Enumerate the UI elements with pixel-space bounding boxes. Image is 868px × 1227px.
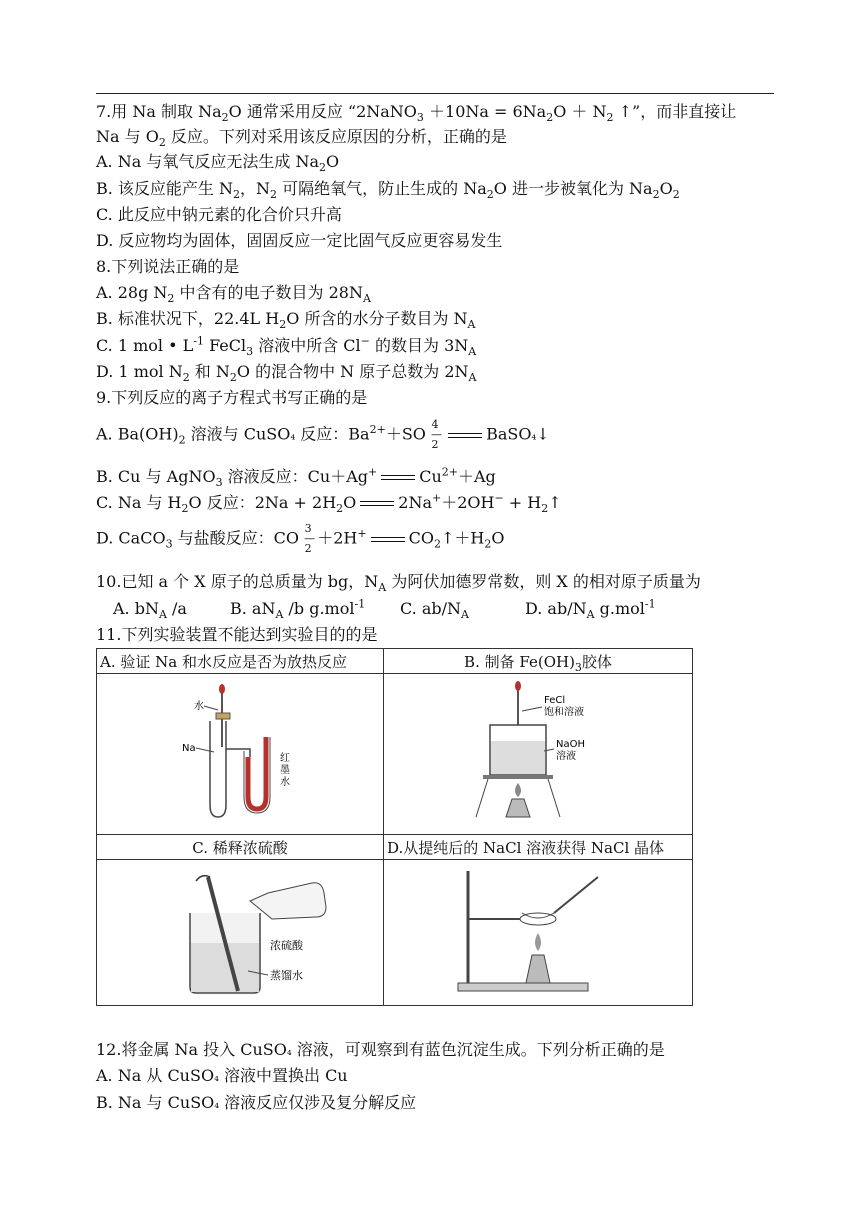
figure-d-evaporate-nacl [384,860,693,1006]
svg-text:水: 水 [280,777,290,788]
svg-text:饱和溶液: 饱和溶液 [544,707,584,718]
figure-b-fe-oh-3 [384,674,693,835]
q9-option-d: D. CaCO$_3$ 与盐酸反应：CO 3 — 2 ＋2H+ $CO_2↑+H_2O$ [96,522,505,555]
q10-option-a: A. $bN_A$ /a [113,599,187,622]
equals-sign [360,501,394,506]
q10-option-d: D. $ab/N_A$ g.mol$^{-1}$ [525,597,656,622]
dilution-figure [130,863,350,998]
q8-option-d: D. 1 mol $N_2$ 和 $N_2O$ 的混合物中 N 原子总数为 $2N_A$ [96,362,477,385]
q12-option-b: B. Na 与 CuSO₄ 溶液反应仅涉及复分解反应 [96,1093,417,1112]
figure-c-dilute-acid [97,860,384,1006]
q8-option-b: B. 标准状况下，22.4L $H_2O$ 所含的水分子数目为 $N_A$ [96,309,476,332]
q9-option-b: B. Cu 与 AgNO$_3$ 溶液反应：Cu＋Ag+ $Cu^{2+}+Ag$ [96,465,496,490]
equals-sign [381,475,415,480]
q7-stem-line2: Na 与 $O_2$ 反应。下列对采用该反应原因的分析，正确的是 [96,127,507,150]
q7-option-c: C. 此反应中钠元素的化合价只升高 [96,205,342,224]
q7-option-a: A. Na 与氧气反应无法生成 $Na_2O$ [96,152,340,175]
q12-option-a: A. Na 从 CuSO₄ 溶液中置换出 Cu [96,1066,348,1085]
cell-a-title: A. 验证 Na 和水反应是否为放热反应 [97,649,384,674]
q12-stem: 12.将金属 Na 投入 CuSO₄ 溶液，可观察到有蓝色沉淀生成。下列分析正确的是 [96,1040,665,1059]
q9-option-c: C. Na 与 $H_2O$ 反应：$2Na + 2H_2O$ $2Na^++2OH^- + H_2↑$ [96,491,562,516]
q11-stem: 11.下列实验装置不能达到实验目的的是 [96,625,378,644]
svg-text:红: 红 [280,753,290,764]
q9-option-a: A. $Ba(OH)_2$ 溶液与 CuSO₄ 反应：$Ba^{2+}+SO$ 4 — 2 BaSO₄↓ [96,418,550,451]
svg-text:墨: 墨 [280,765,290,776]
q7-option-d: D. 反应物均为固体，固固反应一定比固气反应更容易发生 [96,231,503,250]
q9-stem: 9.下列反应的离子方程式书写正确的是 [96,388,368,407]
q7-stem-line1: 7.用 Na 制取 $Na_2O$ 通常采用反应 “2NaNO$_3$ $+10Na = 6Na_2O + N_2$ ↑”，而非直接让 [96,102,737,125]
cell-c-title: C. 稀释浓硫酸 [97,835,384,860]
equals-sign [371,537,405,542]
q10-option-c: C. $ab/N_A$ [400,599,469,622]
q10-stem: 10.已知 a 个 X 原子的总质量为 bg，$N_A$ 为阿伏加德罗常数，则 X 的相对原子质量为 [96,572,701,595]
svg-text:蒸馏水: 蒸馏水 [270,969,303,982]
experiment-table [96,648,693,1006]
q8-option-c: C. 1 mol • $L^{-1}$ FeCl$_3$ 溶液中所含 Cl− 的数目为 $3N_A$ [96,334,477,359]
carbonate-charge-vertical: 3 — 2 [304,522,316,555]
header-rule [96,93,774,94]
equals-sign [448,433,482,438]
svg-text:浓硫酸: 浓硫酸 [270,939,303,952]
q7-option-b: B. 该反应能产生 $N_2$，$N_2$ 可隔绝氧气，防止生成的 $Na_2O$ 进一步被氧化为 $Na_2O_2$ [96,179,680,202]
figure-a-na-water [97,674,384,835]
svg-text:溶液: 溶液 [556,751,576,762]
q10-option-b: B. $aN_A$ /b g.mol$^{-1}$ [230,597,366,622]
test-tube-apparatus-figure [140,677,340,827]
q8-stem: 8.下列说法正确的是 [96,257,240,276]
svg-text:水: 水 [194,701,204,712]
svg-text:NaOH: NaOH [556,739,585,750]
evaporation-figure [428,863,648,998]
cell-b-title: B. 制备 $Fe(OH)_3$胶体 [384,649,693,674]
svg-text:FeCl: FeCl [544,695,566,706]
svg-text:Na: Na [182,743,196,754]
cell-d-title: D.从提纯后的 NaCl 溶液获得 NaCl 晶体 [384,835,693,860]
colloid-apparatus-figure [428,677,648,827]
q8-option-a: A. 28g $N_2$ 中含有的电子数目为 $28N_A$ [96,283,371,306]
sulfate-charge-vertical: 4 — 2 [431,418,442,451]
